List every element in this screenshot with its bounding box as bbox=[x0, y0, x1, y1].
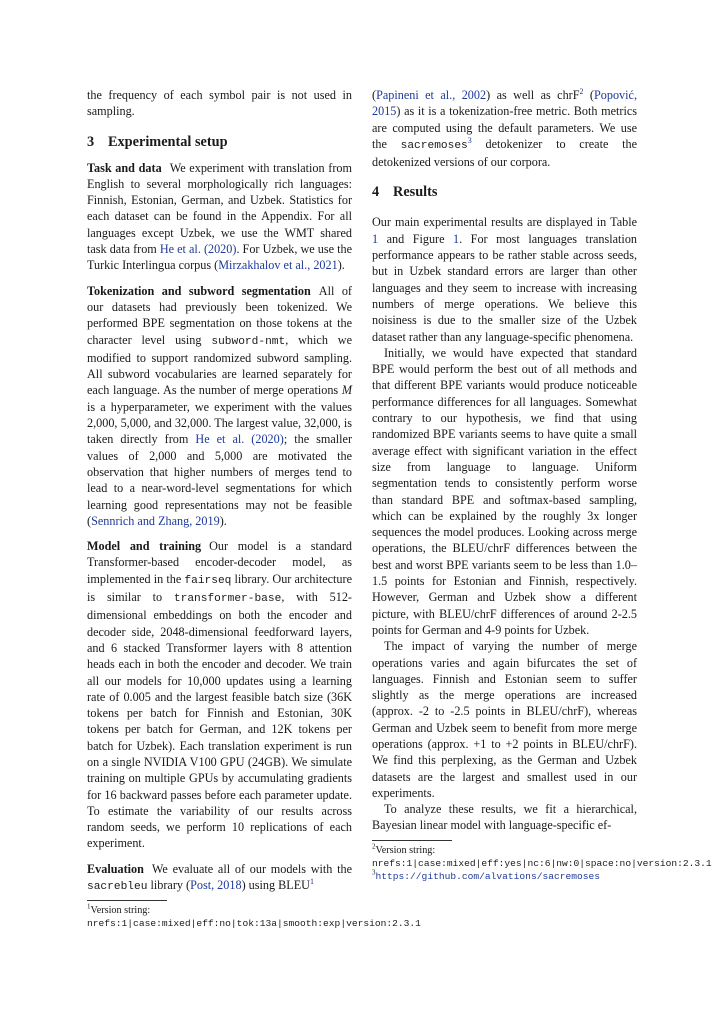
section-title: Experimental setup bbox=[108, 133, 228, 150]
results-paragraph-2: Initially, we would have expected that standard BPE would perform the best out of all methods and that different BPE variants would produce noticeable performance differences for all languages. Somewhat contrary to our hypothesis, we find that using randomized BPE variants seems to have quite a small average effect with significant variation in the effect size from language to language. Uniform segmentation tends to consistently perform worse than standard BPE and softmax-based sampling, which can be explained by the roughly 3x longer sequences the model produces. Looking across merge operations, the BLEU/chrF differences between the best and worst BPE variants seem to be less than 1.0–1.5 points for Estonian and Finnish, respectively. However, German and Uzbek show a different picture, with BLEU/chrF differences of around 2-2.5 points for German and 4-9 points for Uzbek. bbox=[372, 345, 637, 637]
citation-link[interactable]: Sennrich and Zhang, 2019 bbox=[91, 513, 220, 528]
citation-link[interactable]: Papineni et al., 2002 bbox=[376, 88, 487, 102]
footnote-divider bbox=[372, 840, 452, 841]
section-number: 3 bbox=[87, 133, 95, 150]
section-title: Results bbox=[393, 184, 438, 201]
citation-link[interactable]: Popović, 2015 bbox=[372, 88, 637, 119]
code-term: sacremoses bbox=[400, 139, 468, 152]
results-paragraph-3: The impact of varying the number of merge operations varies and again bifurcates the set of languages. Finnish and Estonian seem to suffer slightly as the merge operations are increased (approx. -2 to -2.5 points in BLEU/chrF), whereas German and Uzbek seem to benefit from more merge operations (approx. +1 to +2 points in BLEU/chrF). We find this perplexing, as the German and Uzbek datasets are the largest and smallest used in our experiments. bbox=[372, 639, 637, 800]
footnote-marker[interactable]: 3 bbox=[467, 135, 472, 145]
tokenization-paragraph bbox=[87, 283, 352, 529]
footnote-label: Version string: bbox=[90, 905, 151, 917]
section-3-heading bbox=[87, 133, 352, 151]
task-paragraph bbox=[87, 160, 352, 274]
intro-paragraph: the frequency of each symbol pair is not used in sampling. bbox=[87, 88, 352, 119]
paragraph-title: Model and training bbox=[87, 539, 202, 554]
paragraph-title: Evaluation bbox=[87, 861, 144, 876]
citation-link[interactable]: Post, 2018 bbox=[190, 878, 242, 893]
paragraph-text: All of our datasets had previously been tokenized. We performed BPE segmentation on those tokens at the character level using bbox=[87, 283, 352, 347]
footnote-divider bbox=[87, 900, 167, 901]
paragraph-text: ). bbox=[219, 513, 227, 528]
footnote-number: 3 bbox=[372, 868, 376, 877]
table-ref-link[interactable]: 1 bbox=[372, 231, 379, 246]
model-paragraph bbox=[87, 538, 352, 852]
footnote-number: 2 bbox=[372, 842, 376, 851]
citation-link[interactable]: He et al. (2020) bbox=[159, 242, 237, 257]
paragraph-text: is a hyperparameter, we experiment with the values 2,000, 5,000, and 32,000. The largest value, 32,000, is taken directly from bbox=[87, 399, 352, 447]
paragraph-text: . For Uzbek, we use the Turkic Interlingua corpus ( bbox=[87, 242, 352, 273]
paragraph-text: , with 512-dimensional embeddings on both the encoder and decoder side, 2048-dimensional feedforward layers, and 6 stacked Transformer layers with 8 attention heads each in both the encoder and decoder. We train all our models for 10,000 updates using a learning rate of 0.005 and the largest feasible batch size (36K tokens per batch for Finnish and Estonian, 30K tokens per batch for German, and 12K tokens per batch for Uzbek). Each translation experiment is run on a single NVIDIA V100 GPU (24GB). We simulate training on multiple GPUs by accumulating gradients for 16 backward passes before each parameter update. To estimate the variability of our results across random seeds, we perform 10 replications of each experiment. bbox=[87, 590, 352, 851]
paragraph-text: ( bbox=[372, 88, 377, 102]
code-term: transformer-base bbox=[173, 593, 282, 606]
paragraph-text: ) as well as chrF bbox=[486, 88, 580, 102]
results-paragraph-1 bbox=[372, 214, 637, 344]
paragraph-text: ). bbox=[337, 258, 345, 273]
paragraph-text: ) using BLEU bbox=[241, 878, 310, 893]
evaluation-paragraph bbox=[87, 861, 352, 896]
paragraph-text: We evaluate all of our models with the bbox=[151, 861, 352, 876]
code-term: subword-nmt bbox=[211, 335, 286, 348]
paragraph-title: Tokenization and subword segmentation bbox=[87, 283, 311, 298]
footnote-url-link[interactable]: https://github.com/alvations/sacremoses bbox=[375, 870, 601, 882]
paragraph-text: , which we modified to support randomized subword sampling. All subword vocabularies are learned separately for each language. As the number of merge operations bbox=[87, 332, 352, 398]
paragraph-text: ) as it is a tokenization-free metric. Both metrics are computed using the default parameters. We use the bbox=[372, 104, 637, 151]
right-column bbox=[372, 86, 712, 883]
paragraph-title: Task and data bbox=[87, 160, 162, 175]
paragraph-text: and Figure bbox=[378, 231, 454, 246]
paragraph-text: ( bbox=[583, 88, 594, 102]
section-4-heading bbox=[372, 183, 637, 201]
footnote-code: nrefs:1|case:mixed|eff:no|tok:13a|smooth:exp|version:2.3.1 bbox=[87, 918, 421, 930]
footnote-marker[interactable]: 1 bbox=[309, 877, 314, 886]
paragraph-text: library ( bbox=[147, 878, 191, 893]
footnote-marker[interactable]: 2 bbox=[579, 86, 584, 96]
footnote-number: 1 bbox=[87, 902, 91, 911]
footnote-3 bbox=[372, 870, 637, 883]
code-term: sacrebleu bbox=[87, 881, 148, 894]
code-term: fairseq bbox=[184, 574, 232, 587]
footnote-label: Version string: bbox=[375, 844, 436, 856]
results-paragraph-4: To analyze these results, we fit a hierarchical, Bayesian linear model with language-specific ef- bbox=[372, 802, 637, 833]
paragraph-text: . For most languages translation performance appears to be rather stable across seeds, but in Uzbek standard errors are larger than other languages and they seem to increase with increasing numbers of merge operations. We believe this noisiness is due to the smaller size of the Uzbek dataset rather than any language-specific phenomena. bbox=[372, 231, 638, 344]
paragraph-text: library. Our architecture is similar to bbox=[87, 571, 352, 605]
footnote-2 bbox=[372, 842, 712, 870]
footnote-1 bbox=[87, 902, 421, 930]
paragraph-text: Our main experimental results are displayed in Table bbox=[372, 215, 637, 230]
paragraph-text: We experiment with translation from English to several morphologically rich languages: Finnish, Estonian, German, and Uzbek. Statistics for each dataset can be found in the Appendix. For all languages except Uzbek, we use the WMT shared task data from bbox=[87, 160, 352, 257]
footnote-code: nrefs:1|case:mixed|eff:yes|nc:6|nw:0|space:no|version:2.3.1 bbox=[372, 857, 712, 869]
paragraph-text: Our model is a standard Transformer-based encoder-decoder model, as implemented in the bbox=[87, 539, 352, 586]
figure-ref-link[interactable]: 1 bbox=[453, 231, 460, 246]
citation-link[interactable]: Mirzakhalov et al., 2021 bbox=[218, 258, 338, 273]
paragraph-text: ; the smaller values of 2,000 and 5,000 are motivated the observation that higher numbers of merges tend to lead to a near-word-level segmentations for which learning good representations may not be feasible ( bbox=[87, 432, 353, 528]
section-number: 4 bbox=[372, 184, 380, 201]
paragraph-text: detokenizer to create the detokenized versions of our corpora. bbox=[372, 136, 637, 170]
citation-link[interactable]: He et al. (2020) bbox=[195, 432, 284, 447]
math-symbol: M bbox=[341, 383, 352, 398]
evaluation-continued-paragraph bbox=[372, 87, 637, 170]
